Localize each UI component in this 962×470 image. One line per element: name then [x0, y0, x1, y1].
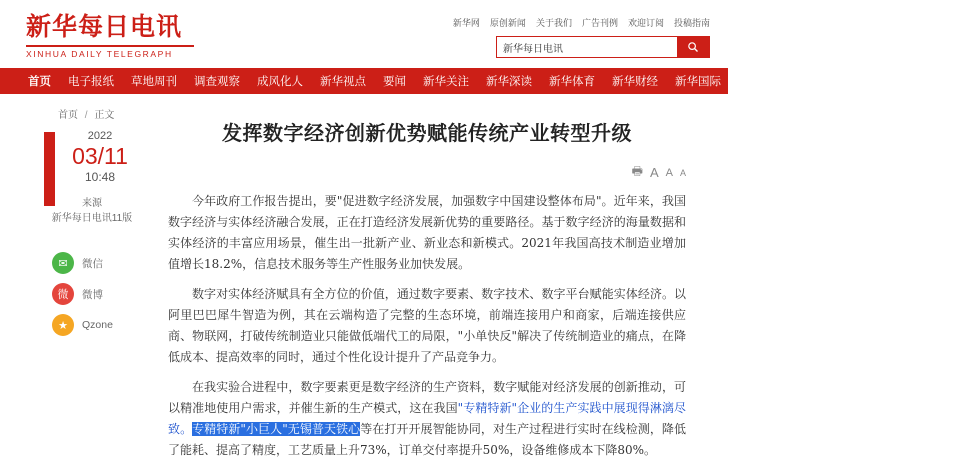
- font-size-small-button[interactable]: A: [679, 167, 686, 178]
- logo-chinese-text: 新华每日电讯: [26, 12, 183, 41]
- share-label-wechat: 微信: [82, 257, 103, 270]
- paragraph-segment: 加强数字中国建设整体布局: [451, 194, 596, 208]
- article: [168, 118, 686, 470]
- qzone-icon: ★: [52, 314, 74, 336]
- paragraph-segment: 数字对实体经济赋具有全方位的价值，通过数字要素、数字技术、数字平台赋能实体经济。以阿里巴巴犀牛智造为例，其在云端构造了完整的生态环境，前端连接用户和商家，后端连接供应商、物联网，打破传统制造业只能做低端代工的局限，"小单快反"解决了传统制造业的痛点，在降低成本、提高效率的同时，通过个性化设计提升了产品竞争力。: [168, 287, 686, 364]
- meta-date-block: [38, 130, 146, 184]
- breadcrumb-current: 正文: [94, 110, 115, 121]
- search-bar: [496, 36, 710, 58]
- top-link-bar: [453, 16, 710, 29]
- nav-item-9[interactable]: 新华体育: [549, 76, 595, 88]
- top-link-4[interactable]: 欢迎订阅: [627, 18, 664, 28]
- article-paragraph: [168, 284, 686, 368]
- breadcrumb-home[interactable]: 首页: [58, 110, 78, 121]
- share-item-qzone[interactable]: [52, 314, 140, 336]
- site-logo[interactable]: [26, 12, 196, 59]
- nav-item-3[interactable]: 调查观察: [194, 76, 240, 88]
- article-meta: [38, 130, 146, 226]
- paragraph-segment: 在我实验合进程中，数字要素更是数字经济的生产资料，数字赋能对经济发展的创新推动，可以精准地使用户需求，并催生新的生产模式，这在我国: [168, 380, 686, 415]
- share-label-qzone: Qzone: [82, 319, 113, 331]
- nav-item-2[interactable]: 草地周刊: [131, 76, 177, 88]
- nav-item-5[interactable]: 新华视点: [320, 76, 366, 88]
- search-icon: [687, 41, 699, 53]
- paragraph-segment-link[interactable]: "专精特新"企业的生产实践中展现得淋漓尽致。: [168, 401, 686, 436]
- share-item-wechat[interactable]: [52, 252, 140, 274]
- top-link-3[interactable]: 广告刊例: [581, 18, 618, 28]
- article-title: 发挥数字经济创新优势赋能传统产业转型升级: [222, 121, 632, 145]
- site-header: [0, 0, 728, 68]
- main-nav: [0, 68, 962, 94]
- share-label-weibo: 微博: [82, 288, 103, 301]
- breadcrumb-separator: /: [84, 110, 88, 121]
- nav-item-14[interactable]: 医卫健康: [864, 76, 910, 88]
- paragraph-segment-selected[interactable]: 专精特新"小巨人"无锡普天铁心: [192, 422, 361, 436]
- weibo-icon: 微: [52, 283, 74, 305]
- nav-item-15[interactable]: 看天下: [927, 76, 962, 88]
- meta-source-value: 新华每日电讯11版: [51, 213, 133, 224]
- paragraph-segment: "。近年来，我国数字经济与实体经济融合发展，正在打造经济发展新优势的重要路径。基于数字经济的海量数据和实体经济的丰富应用场景，催生出一批新产业、新业态和新模式。2021年我国高技术制造业增加值增长18.2%，信息技术服务等生产性服务业加快发展。: [168, 194, 686, 271]
- nav-item-10[interactable]: 新华财经: [612, 76, 658, 88]
- logo-divider: [26, 45, 194, 47]
- article-paragraph: [168, 377, 686, 461]
- meta-year: 2022: [87, 130, 113, 142]
- top-link-2[interactable]: 关于我们: [535, 18, 572, 28]
- search-button[interactable]: [677, 37, 709, 57]
- top-link-1[interactable]: 原创新闻: [489, 18, 526, 28]
- search-input[interactable]: [497, 37, 677, 57]
- nav-item-6[interactable]: 要闻: [383, 76, 406, 88]
- font-size-medium-button[interactable]: A: [665, 166, 673, 179]
- nav-item-13[interactable]: 精彩专题: [801, 76, 847, 88]
- article-toolbar: [168, 162, 686, 183]
- nav-item-12[interactable]: 新华融媒: [738, 76, 784, 88]
- meta-date: 03/11: [72, 143, 128, 169]
- print-icon[interactable]: 🖶: [631, 164, 643, 178]
- nav-item-11[interactable]: 新华国际: [675, 76, 721, 88]
- share-panel: [52, 252, 140, 345]
- top-link-5[interactable]: 投稿指南: [673, 18, 710, 28]
- paragraph-segment: 今年政府工作报告提出，要"促进数字经济发展，: [192, 194, 452, 208]
- paragraph-segment: 等在打开开展智能协同，对生产过程进行实时在线检测，降低了能耗、提高了精度，工艺质量上升73%，订单交付率提升50%，设备维修成本下降80%。: [168, 422, 686, 457]
- nav-item-7[interactable]: 新华关注: [423, 76, 469, 88]
- content-area: [0, 94, 728, 457]
- top-link-0[interactable]: 新华网: [452, 18, 480, 28]
- nav-item-0[interactable]: 首页: [28, 76, 51, 88]
- share-item-weibo[interactable]: [52, 283, 140, 305]
- wechat-icon: ✉: [52, 252, 74, 274]
- nav-item-8[interactable]: 新华深读: [486, 76, 532, 88]
- font-size-large-button[interactable]: A: [649, 165, 659, 180]
- nav-item-1[interactable]: 电子报纸: [68, 76, 114, 88]
- article-paragraph: [168, 191, 686, 275]
- breadcrumb: [58, 106, 114, 121]
- meta-source-label: 来源: [82, 198, 102, 209]
- meta-time: 10:48: [84, 170, 116, 184]
- meta-accent-bar: [44, 132, 55, 206]
- nav-item-4[interactable]: 成风化人: [257, 76, 303, 88]
- logo-english-text: XINHUA DAILY TELEGRAPH: [26, 49, 173, 59]
